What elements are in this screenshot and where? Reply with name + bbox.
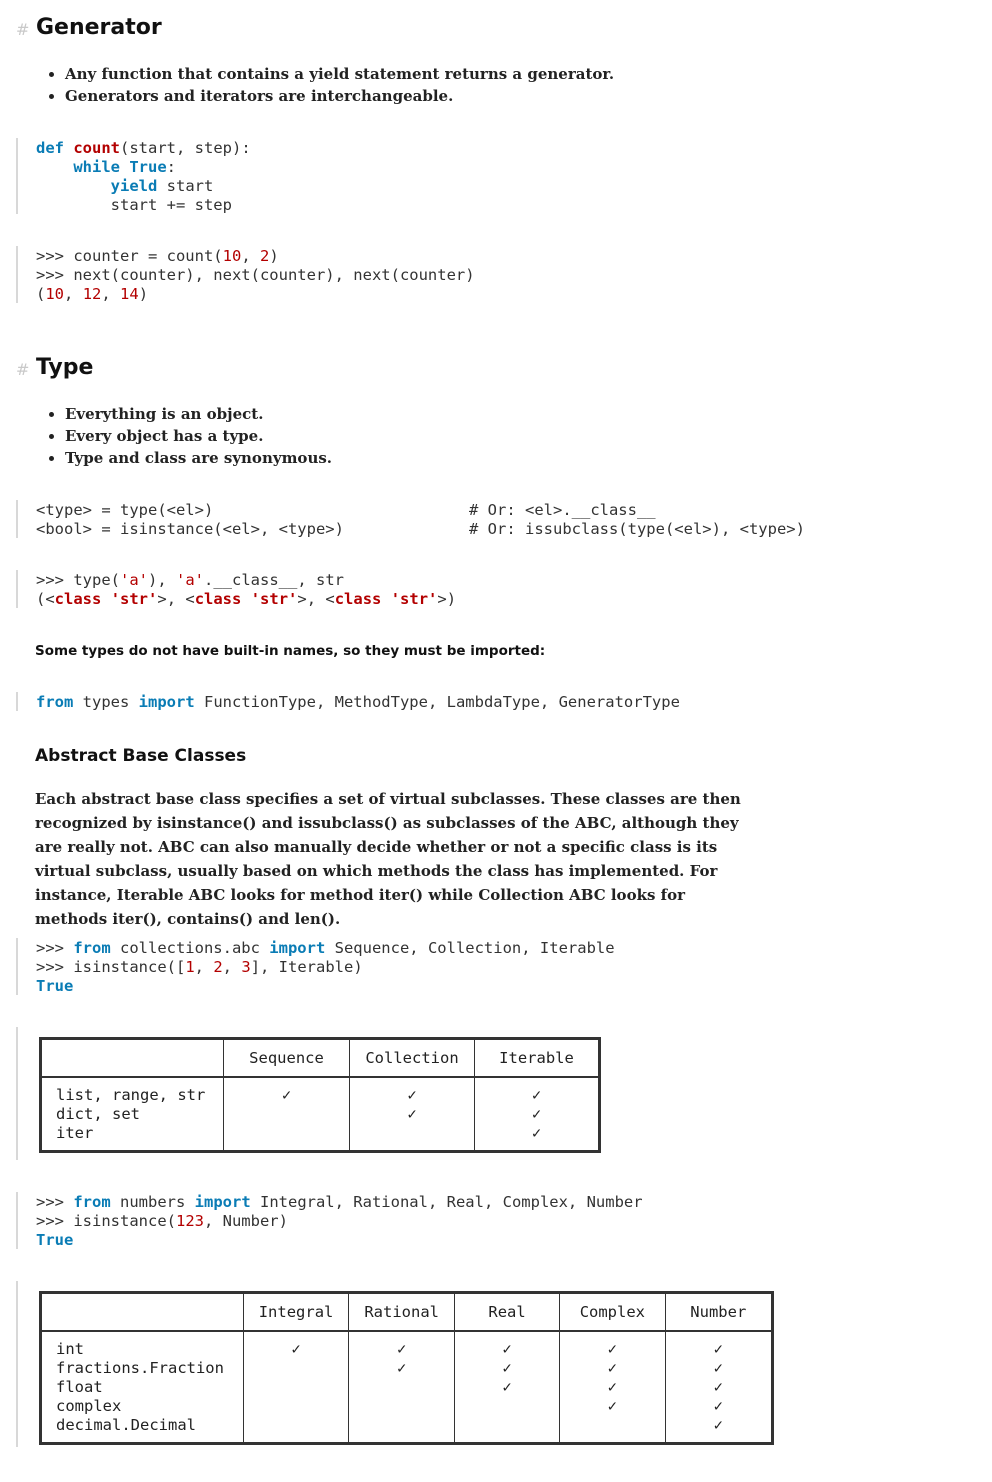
table-cell: ✓ xyxy=(224,1077,350,1151)
generator-heading: Generator xyxy=(36,15,162,40)
table-header-cell: Iterable xyxy=(475,1039,600,1078)
code-block-type-syntax: <bool> = isinstance(<el>, <type>) xyxy=(36,520,344,538)
section-anchor-icon[interactable]: # xyxy=(16,20,30,39)
code-block-border xyxy=(16,1281,18,1447)
table-header-row xyxy=(41,1039,600,1078)
list-item: • Type and class are synonymous. xyxy=(65,447,332,469)
code-block-type-syntax: <type> = type(<el>) xyxy=(36,501,214,519)
abc-collections-table xyxy=(39,1037,601,1153)
code-comment: # Or: <el>.__class__ xyxy=(469,501,656,519)
code-block-border xyxy=(16,246,18,303)
code-block-border xyxy=(16,570,18,608)
table-cell: ✓ ✓ ✓ ✓ ✓ xyxy=(665,1331,772,1443)
table-header-cell: Number xyxy=(665,1293,772,1332)
table-header-cell: Rational xyxy=(349,1293,455,1332)
table-cell: ✓ ✓ xyxy=(349,1331,455,1443)
table-header-cell xyxy=(41,1039,224,1078)
table-cell: int fractions.Fraction float complex decimal.Decimal xyxy=(56,1340,224,1434)
code-block-border xyxy=(16,1192,18,1249)
generator-bullet-list xyxy=(35,63,614,107)
table-header-cell: Complex xyxy=(560,1293,665,1332)
list-item: • Any function that contains a yield statement returns a generator. xyxy=(65,63,614,85)
code-block-border xyxy=(16,1027,18,1160)
types-import-note: Some types do not have built-in names, so they must be imported: xyxy=(35,643,546,659)
list-item: • Every object has a type. xyxy=(65,425,332,447)
table-row xyxy=(41,1077,600,1151)
code-comment: # Or: issubclass(type(<el>), <type>) xyxy=(469,520,805,538)
code-block-counter-example: >>> counter = count(10, 2) >>> next(counter), next(counter), next(counter) (10, 12, 14) xyxy=(36,247,475,303)
table-cell: ✓ ✓ xyxy=(350,1077,475,1151)
table-header-cell: Integral xyxy=(243,1293,349,1332)
table-header-row xyxy=(41,1293,773,1332)
code-block-border xyxy=(16,138,18,214)
table-header-cell: Real xyxy=(454,1293,559,1332)
code-block-border xyxy=(16,938,18,995)
abc-heading: Abstract Base Classes xyxy=(35,746,247,766)
list-item: • Generators and iterators are interchangeable. xyxy=(65,85,614,107)
type-bullet-list xyxy=(35,403,332,469)
type-heading: Type xyxy=(36,355,94,380)
table-header-cell: Collection xyxy=(350,1039,475,1078)
table-cell: ✓ ✓ ✓ xyxy=(454,1331,559,1443)
code-block-numbers-example: >>> from numbers import Integral, Rational, Real, Complex, Number >>> isinstance(123, Number) True xyxy=(36,1193,643,1249)
list-item: • Everything is an object. xyxy=(65,403,332,425)
code-block-abc-example: >>> from collections.abc import Sequence, Collection, Iterable >>> isinstance([1, 2, 3], Iterable) True xyxy=(36,939,615,995)
table-cell: ✓ xyxy=(243,1331,349,1443)
code-block-type-example: >>> type('a'), 'a'.__class__, str (<class 'str'>, <class 'str'>, <class 'str'>) xyxy=(36,571,457,608)
table-row xyxy=(41,1331,773,1443)
code-block-types-import: from types import FunctionType, MethodType, LambdaType, GeneratorType xyxy=(36,693,680,711)
section-anchor-icon[interactable]: # xyxy=(16,360,30,379)
code-block-border xyxy=(16,692,18,711)
table-cell: list, range, str dict, set iter xyxy=(56,1086,206,1142)
code-block-count-function: def count(start, step): while True: yield start start += step xyxy=(36,139,251,214)
table-cell: ✓ ✓ ✓ xyxy=(475,1077,600,1151)
abc-numbers-table xyxy=(39,1291,774,1445)
table-cell: ✓ ✓ ✓ ✓ xyxy=(560,1331,665,1443)
code-block-border xyxy=(16,500,18,538)
table-header-cell: Sequence xyxy=(224,1039,350,1078)
abc-paragraph: Each abstract base class specifies a set of virtual subclasses. These classes are then recognized by isinstance() and issubclass() as subclasses of the ABC, although they are really not. ABC can also manually decide whether or not a specific class is its virtual subclass, usually based on which methods the class has implemented. For instance, Iterable ABC looks for method iter() while Collection ABC looks for methods iter(), contains() and len(). xyxy=(35,790,741,928)
table-header-cell xyxy=(41,1293,244,1332)
